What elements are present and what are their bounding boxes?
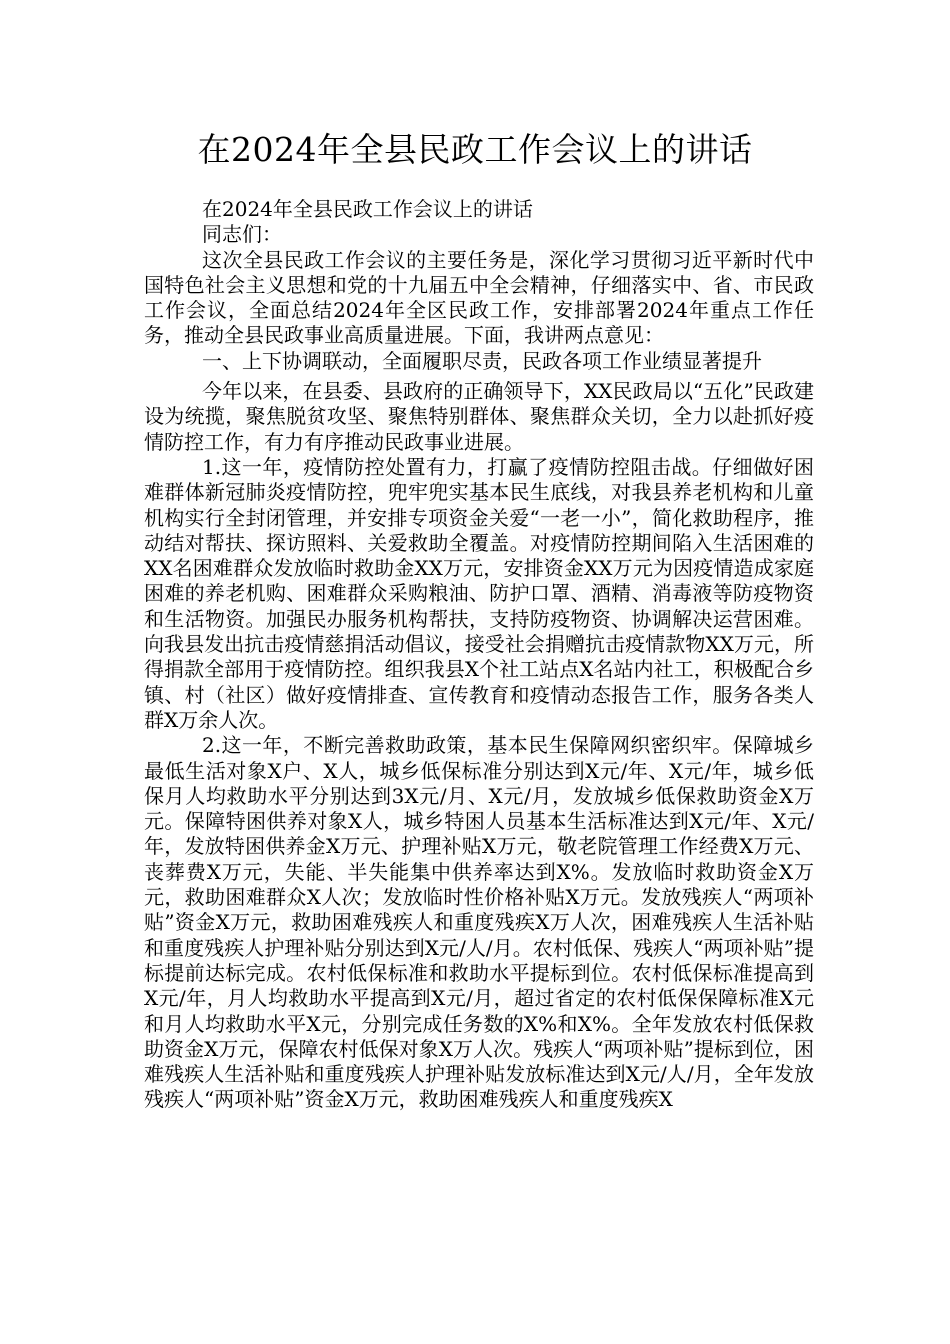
document-title: 在2024年全县民政工作会议上的讲话: [197, 130, 753, 169]
point-1-paragraph: 1.这一年，疫情防控处置有力，打赢了疫情防控阻击战。仔细做好困难群体新冠肺炎疫情防控，兜牢兜实基本民生底线，对我县养老机构和儿童机构实行全封闭管理，并安排专项资金关爱“一老一小”，简化救助程序，推动结对帮扶、探访照料、关爱救助全覆盖。对疫情防控期间陷入生活困难的XX名困难群众发放临时救助金XX万元，安排资金XX万元为因疫情造成家庭困难的养老机购、困难群众采购粮油、防护口罩、酒精、消毒液等防疫物资和生活物资。加强民办服务机构帮扶，支持防疫物资、协调解决运营困难。向我县发出抗击疫情慈捐活动倡议，接受社会捐赠抗击疫情款物XX万元，所得捐款全部用于疫情防控。组织我县X个社工站点X名站内社工，积极配合乡镇、村（社区）做好疫情排查、宣传教育和疫情动态报告工作，服务各类人群X万余人次。: [144, 454, 814, 732]
intro-paragraph: 这次全县民政工作会议的主要任务是，深化学习贯彻习近平新时代中国特色社会主义思想和党的十九届五中全会精神，仔细落实中、省、市民政工作会议，全面总结2024年全区民政工作，安排部署2024年重点工作任务，推动全县民政事业高质量进展。下面，我讲两点意见：: [144, 247, 814, 348]
document-body: [144, 197, 814, 1113]
overview-paragraph: 今年以来，在县委、县政府的正确领导下，XX民政局以“五化”民政建设为统揽，聚焦脱贫攻坚、聚焦特别群体、聚焦群众关切，全力以赴抓好疫情防控工作，有力有序推动民政事业进展。: [144, 379, 814, 454]
salutation-paragraph: 同志们：: [202, 222, 282, 247]
section-heading: 一、上下协调联动，全面履职尽责，民政各项工作业绩显著提升: [202, 348, 762, 373]
subtitle-paragraph: 在2024年全县民政工作会议上的讲话: [202, 197, 533, 221]
point-2-paragraph: 2.这一年，不断完善救助政策，基本民生保障网织密织牢。保障城乡最低生活对象X户、X人，城乡低保标准分别达到X元/年、X元/年，城乡低保月人均救助水平分别达到3X元/月、X元/月，发放城乡低保救助资金X万元。保障特困供养对象X人，城乡特困人员基本生活标准达到X元/年、X元/年，发放特困供养金X万元、护理补贴X万元，敬老院管理工作经费X万元、丧葬费X万元，失能、半失能集中供养率达到X%。发放临时救助资金X万元，救助困难群众X人次；发放临时性价格补贴X万元。发放残疾人“两项补贴”资金X万元，救助困难残疾人和重度残疾X万人次，困难残疾人生活补贴和重度残疾人护理补贴分别达到X元/人/月。农村低保、残疾人“两项补贴”提标提前达标完成。农村低保标准和救助水平提标到位。农村低保标准提高到X元/年，月人均救助水平提高到X元/月，超过省定的农村低保保障标准X元和月人均救助水平X元，分别完成任务数的X%和X%。全年发放农村低保救助资金X万元，保障农村低保对象X万人次。残疾人“两项补贴”提标到位，困难残疾人生活补贴和重度残疾人护理补贴发放标准达到X元/人/月，全年发放残疾人“两项补贴”资金X万元，救助困难残疾人和重度残疾X: [144, 733, 814, 1112]
